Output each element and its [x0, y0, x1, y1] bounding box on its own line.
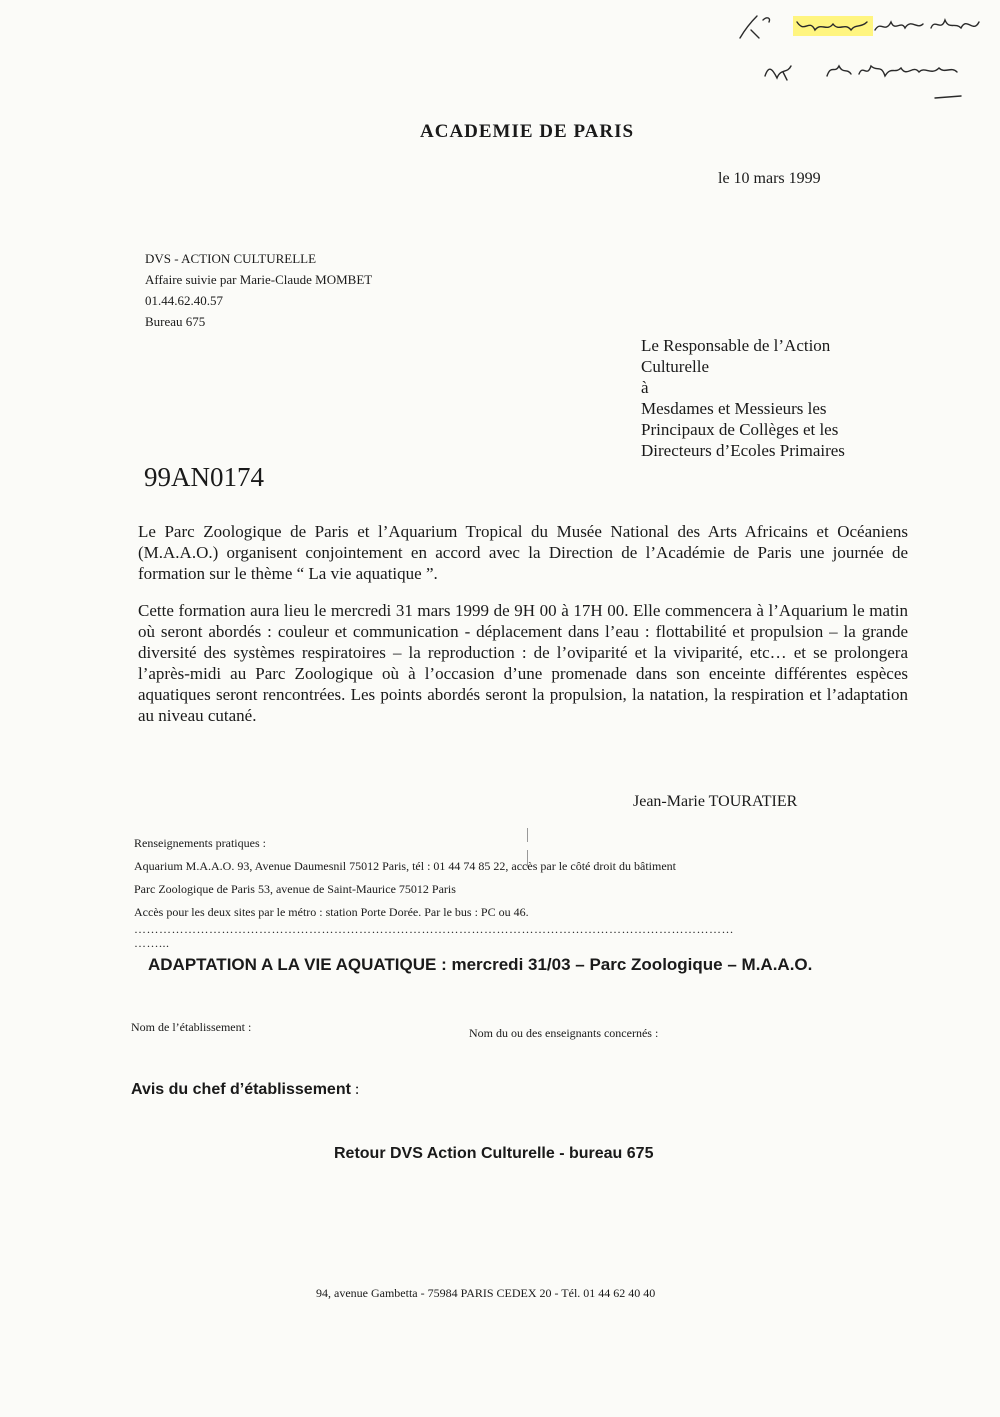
reply-slip-title: ADAPTATION A LA VIE AQUATIQUE : mercredi 31/03 – Parc Zoologique – M.A.A.O. — [148, 955, 813, 974]
opinion-label: Avis du chef d’établissement — [131, 1081, 351, 1098]
footer-address: 94, avenue Gambetta - 75984 PARIS CEDEX 20 - Tél. 01 44 62 40 40 — [316, 1286, 656, 1300]
document-title: ACADEMIE DE PARIS — [420, 121, 635, 142]
practical-access: Accès pour les deux sites par le métro : station Porte Dorée. Par le bus : PC ou 46. — [134, 905, 529, 919]
practical-info — [134, 832, 676, 924]
practical-zoo: Parc Zoologique de Paris 53, avenue de Saint-Maurice 75012 Paris — [134, 882, 456, 896]
recipient-line: à — [641, 378, 649, 397]
recipient-block — [641, 335, 845, 461]
recipient-line: Culturelle — [641, 357, 709, 376]
reference-number: 99AN0174 — [144, 462, 264, 492]
opinion-field — [131, 1081, 359, 1099]
recipient-line: Le Responsable de l’Action — [641, 336, 831, 355]
opinion-colon: : — [350, 1081, 360, 1098]
return-instruction: Retour DVS Action Culturelle - bureau 675 — [334, 1145, 654, 1162]
signature-name: Jean-Marie TOURATIER — [633, 793, 798, 810]
practical-aquarium: Aquarium M.A.A.O. 93, Avenue Daumesnil 75012 Paris, tél : 01 44 74 85 22, accès par le côté droit du bâtiment — [134, 859, 677, 873]
cut-line-continuation: ……... — [134, 936, 170, 950]
letter-date: le 10 mars 1999 — [718, 170, 821, 187]
sender-department: DVS - ACTION CULTURELLE — [145, 251, 317, 266]
sender-office: Bureau 675 — [145, 314, 206, 329]
recipient-line: Mesdames et Messieurs les — [641, 399, 827, 418]
body-paragraph-1: Le Parc Zoologique de Paris et l’Aquarium Tropical du Musée National des Arts Africains et Océaniens (M.A.A.O.) organisent conjointement en accord avec la Direction de l’Académie de Paris une journée de formation sur le thème “ La vie aquatique ”. — [138, 522, 908, 583]
body-paragraph-2: Cette formation aura lieu le mercredi 31 mars 1999 de 9H 00 à 17H 00. Elle commencera à l’Aquarium le matin où seront abordés : couleur et communication - déplacement dans l’eau : flottabilité et propulsion – la grande diversité des systèmes respiratoires – la reproduction : de l’oviparité et la viviparité, etc… et se prolongera l’après-midi au Parc Zoologique où à l’occasion d’une promenade dans son enceinte différentes espèces aquatiques seront rencontrées. Les points abordés seront la propulsion, la natation, la respiration et l’adaptation au niveau cutané. — [138, 601, 908, 725]
recipient-line: Directeurs d’Ecoles Primaires — [641, 441, 845, 460]
establishment-field-label: Nom de l’établissement : — [131, 1020, 252, 1034]
cut-line: ……………………………………………………………………………………………………………………………… — [134, 922, 734, 936]
teachers-field-label: Nom du ou des enseignants concernés : — [469, 1026, 659, 1040]
recipient-line: Principaux de Collèges et les — [641, 420, 839, 439]
handwritten-annotation-drawing — [735, 8, 985, 103]
practical-heading: Renseignements pratiques : — [134, 836, 266, 850]
handwritten-annotation — [735, 8, 985, 103]
sender-block — [145, 248, 372, 332]
sender-contact: Affaire suivie par Marie-Claude MOMBET — [145, 272, 373, 287]
sender-phone: 01.44.62.40.57 — [145, 293, 223, 308]
